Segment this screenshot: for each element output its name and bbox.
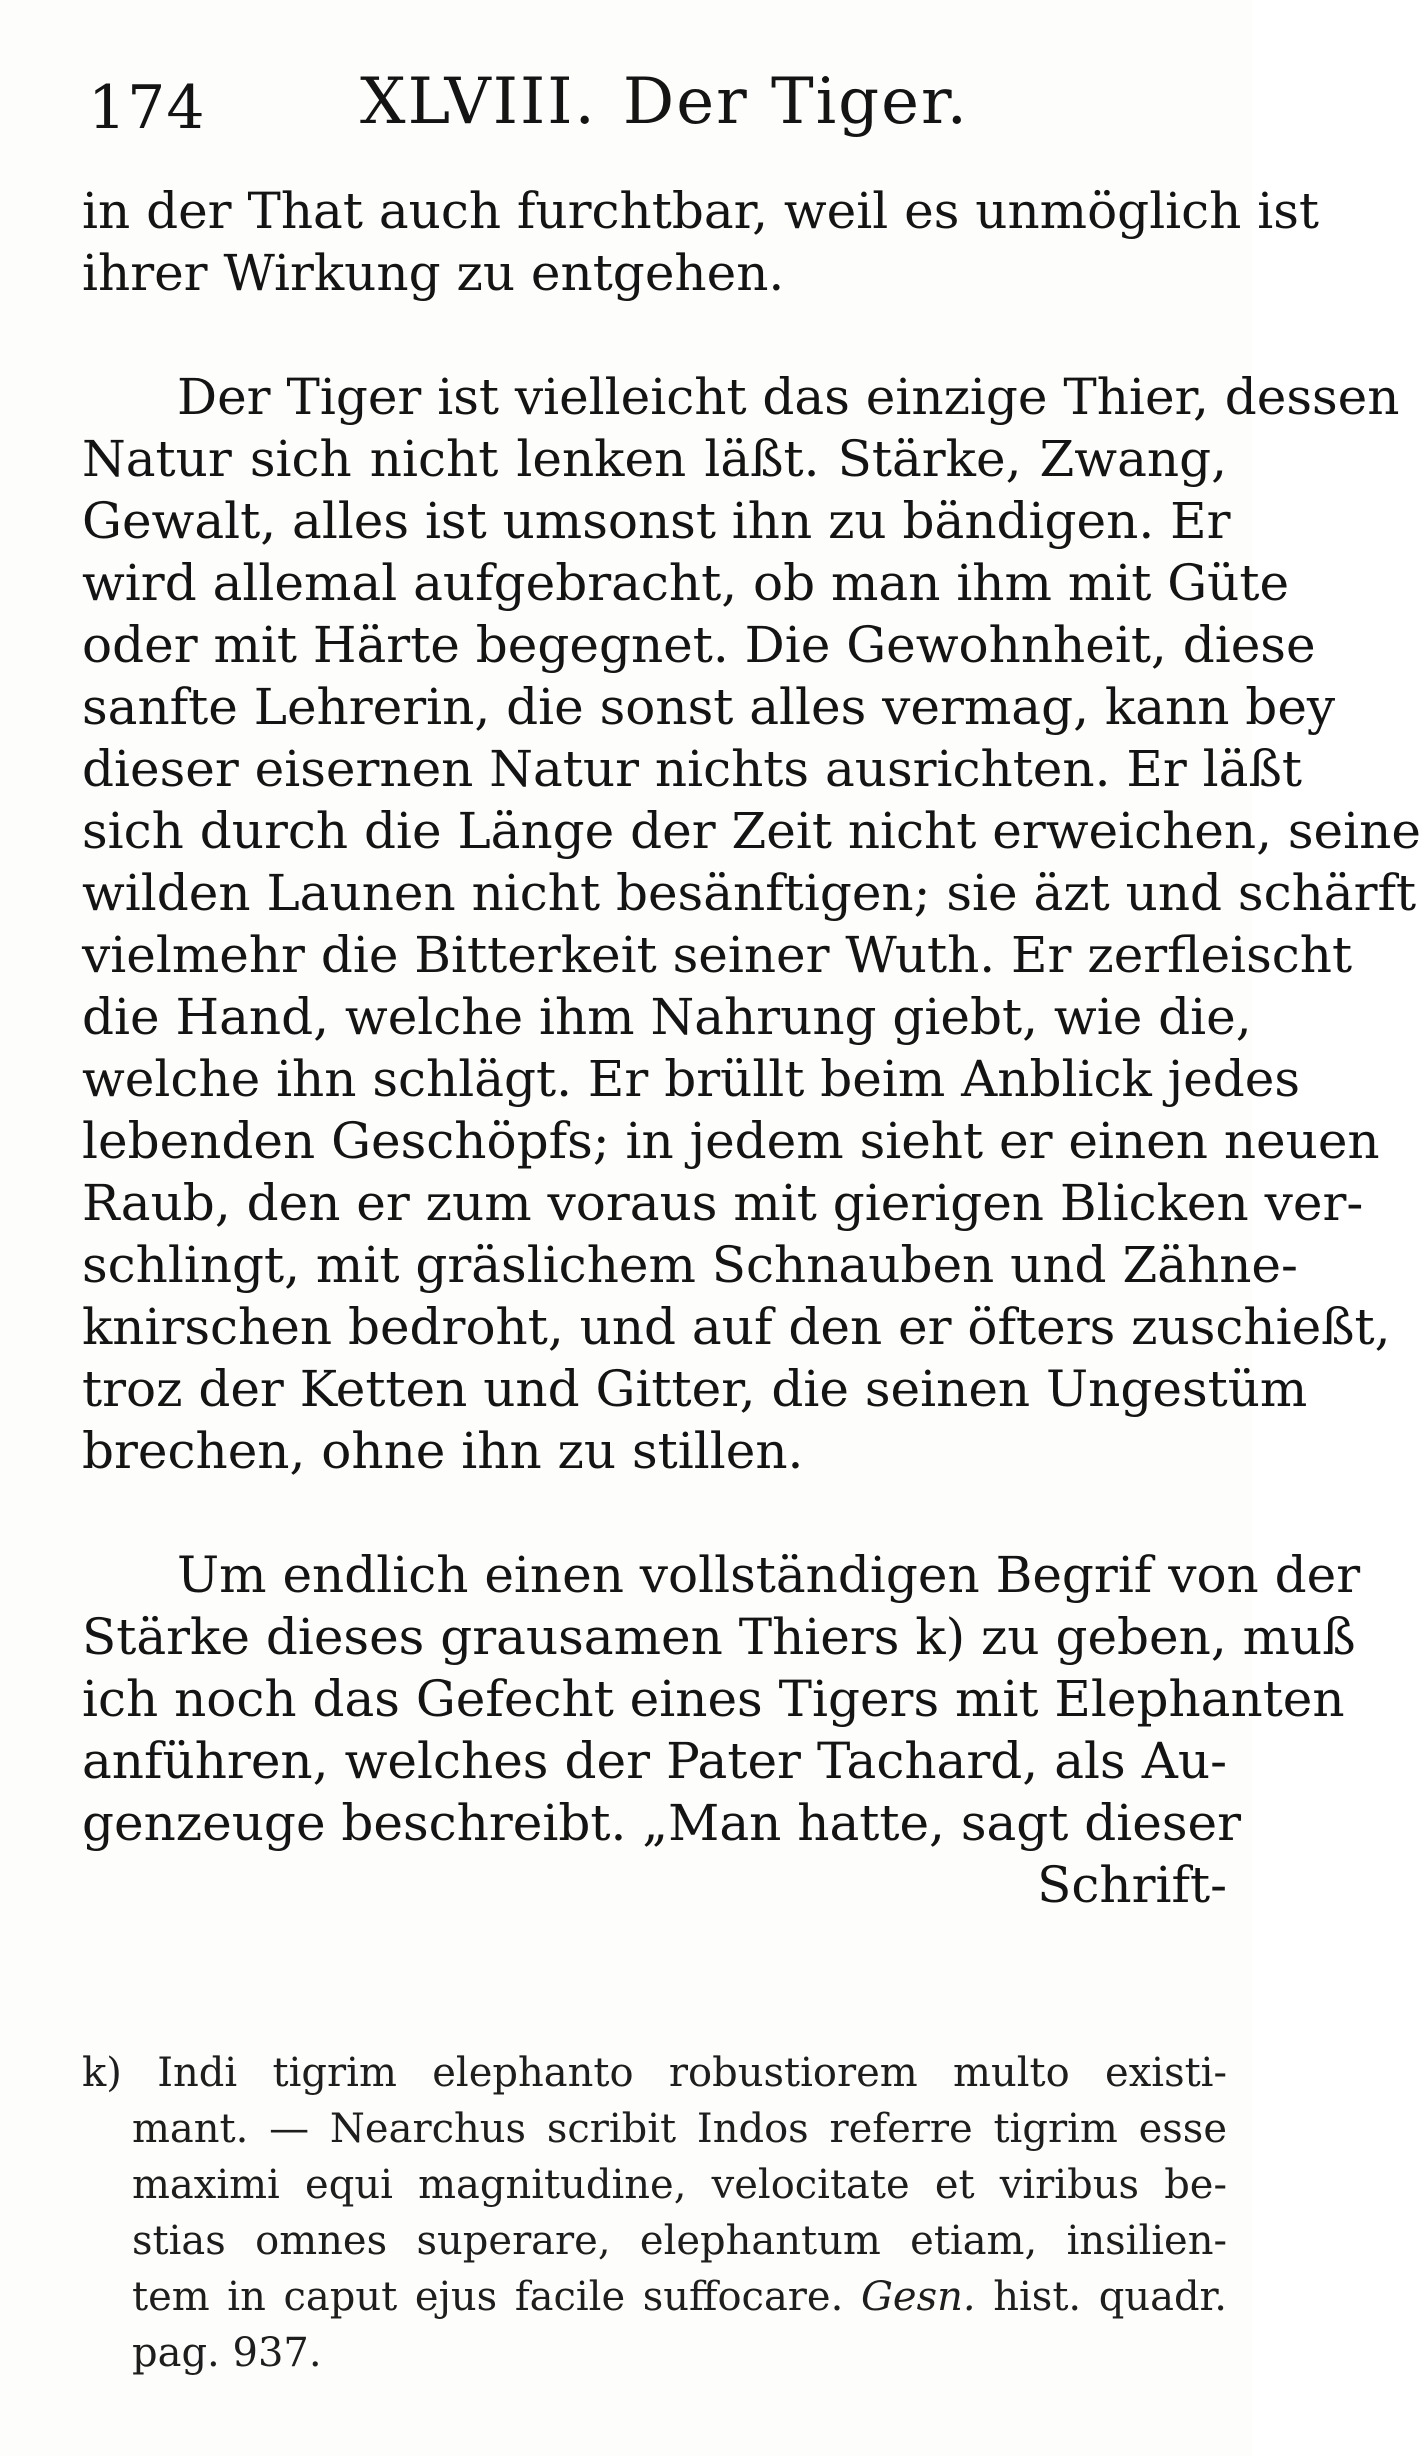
text-line: anführen, welches der Pater Tachard, als Au- [82, 1732, 1227, 1790]
footnote-line: k) Indi tigrim elephanto robustiorem multo existi- [82, 2050, 1227, 2096]
text-line: Natur sich nicht lenken läßt. Stärke, Zwang, [82, 430, 1227, 488]
text-line: knirschen bedroht, und auf den er öfters zuschießt, [82, 1298, 1391, 1356]
footnote-citation-author: Gesn. [860, 2274, 976, 2320]
footnote-line [82, 2269, 1227, 2325]
chapter-number: XLVIII. [360, 65, 597, 139]
text-line: wilden Launen nicht besänftigen; sie äzt und schärft [82, 864, 1417, 922]
body-text [82, 180, 1421, 1916]
text-line: troz der Ketten und Gitter, die seinen Ungestüm [82, 1360, 1308, 1418]
text-line: schlingt, mit gräslichem Schnauben und Zähne- [82, 1236, 1298, 1294]
text-line: Raub, den er zum voraus mit gierigen Blicken ver- [82, 1174, 1364, 1232]
text-line: Gewalt, alles ist umsonst ihn zu bändigen. Er [82, 492, 1231, 550]
page-number: 174 [88, 73, 206, 143]
footnote-line: stias omnes superare, elephantum etiam, insilien- [132, 2218, 1227, 2264]
text-line: welche ihn schlägt. Er brüllt beim Anblick jedes [82, 1050, 1301, 1108]
chapter-title: Der Tiger. [622, 65, 969, 139]
paragraph-gap [82, 1482, 1227, 1544]
text-line: in der That auch furchtbar, weil es unmöglich ist [82, 182, 1320, 240]
text-line: lebenden Geschöpfs; in jedem sieht er einen neuen [82, 1112, 1380, 1170]
text-line: oder mit Härte begegnet. Die Gewohnheit, diese [82, 616, 1316, 674]
text-line: sanfte Lehrerin, die sonst alles vermag, kann bey [82, 678, 1336, 736]
footnote [82, 2045, 1227, 2381]
text-line: brechen, ohne ihn zu stillen. [82, 1422, 804, 1480]
paragraph-1 [82, 180, 1320, 304]
text-line: die Hand, welche ihm Nahrung giebt, wie die, [82, 988, 1252, 1046]
footnote-text: tem in caput ejus facile suffocare. [132, 2274, 844, 2320]
text-line: Stärke dieses grausamen Thiers k) zu geben, muß [82, 1608, 1356, 1666]
paragraph-2 [82, 366, 1421, 1482]
running-head [360, 65, 969, 139]
footnote-page-ref: pag. 937. [132, 2330, 322, 2376]
text-line: ihrer Wirkung zu entgehen. [82, 244, 785, 302]
text-line: sich durch die Länge der Zeit nicht erweichen, seine [82, 802, 1421, 860]
text-line: Der Tiger ist vielleicht das einzige Thier, dessen [177, 368, 1400, 426]
paragraph-3 [82, 1544, 1361, 1916]
text-line: wird allemal aufgebracht, ob man ihm mit Güte [82, 554, 1290, 612]
page-header [80, 55, 1192, 145]
text-line: genzeuge beschreibt. „Man hatte, sagt dieser [82, 1794, 1242, 1852]
paragraph-gap [82, 304, 1227, 366]
text-line: ich noch das Gefecht eines Tigers mit Elephanten [82, 1670, 1345, 1728]
footnote-line: mant. — Nearchus scribit Indos referre tigrim esse [132, 2106, 1227, 2152]
text-line: vielmehr die Bitterkeit seiner Wuth. Er zerfleischt [82, 926, 1353, 984]
catchword: Schrift- [1037, 1856, 1227, 1914]
footnote-line: maximi equi magnitudine, velocitate et viribus be- [132, 2162, 1227, 2208]
text-line: Um endlich einen vollständigen Begrif von der [177, 1546, 1361, 1604]
footnote-citation: hist. quadr. [993, 2274, 1227, 2320]
text-line: dieser eisernen Natur nichts ausrichten. Er läßt [82, 740, 1302, 798]
